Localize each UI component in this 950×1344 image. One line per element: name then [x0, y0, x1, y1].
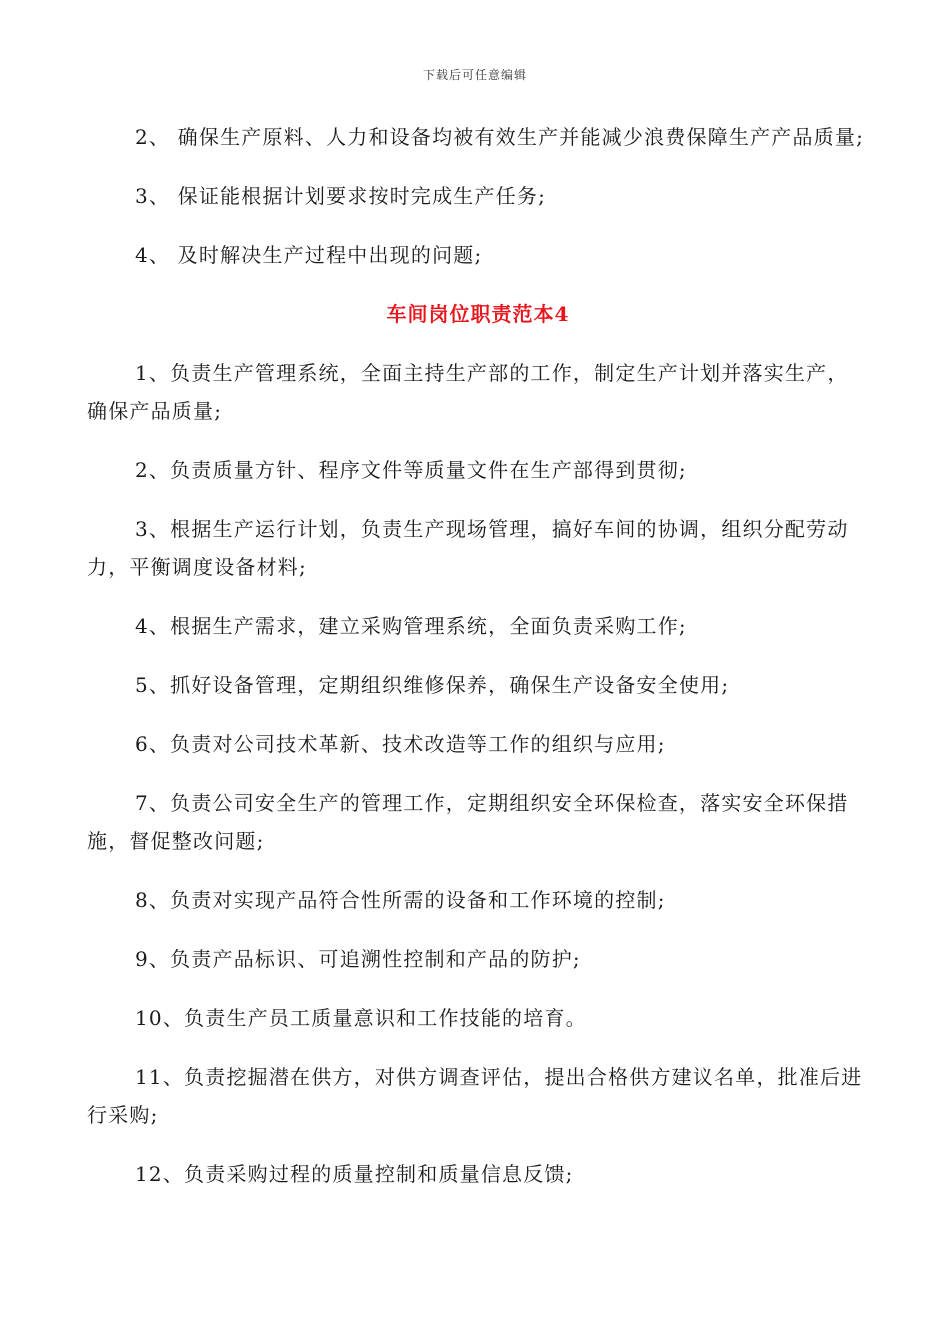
list-item: 4、根据生产需求，建立采购管理系统，全面负责采购工作;: [135, 614, 687, 638]
list-item: 7、负责公司安全生产的管理工作，定期组织安全环保检查，落实安全环保措施，督促整改问题;: [87, 791, 849, 853]
list-item: 3、 保证能根据计划要求按时完成生产任务;: [135, 184, 547, 208]
list-item: 3、根据生产运行计划，负责生产现场管理，搞好车间的协调，组织分配劳动力，平衡调度设备材料;: [87, 517, 849, 579]
list-item: 1、负责生产管理系统，全面主持生产部的工作，制定生产计划并落实生产，确保产品质量;: [87, 361, 849, 423]
list-item: 5、抓好设备管理，定期组织维修保养，确保生产设备安全使用;: [135, 673, 730, 697]
list-item: 11、负责挖掘潜在供方，对供方调查评估，提出合格供方建议名单，批准后进行采购;: [87, 1065, 863, 1127]
list-item: 10、负责生产员工质量意识和工作技能的培育。: [135, 1006, 587, 1030]
list-item: 6、负责对公司技术革新、技术改造等工作的组织与应用;: [135, 732, 666, 756]
list-item: 12、负责采购过程的质量控制和质量信息反馈;: [135, 1162, 574, 1186]
list-item: 8、负责对实现产品符合性所需的设备和工作环境的控制;: [135, 888, 666, 912]
document-body: [87, 118, 869, 1214]
section-title: 车间岗位职责范本4: [386, 302, 570, 326]
list-item: 2、负责质量方针、程序文件等质量文件在生产部得到贯彻;: [135, 458, 687, 482]
list-item: 2、 确保生产原料、人力和设备均被有效生产并能减少浪费保障生产产品质量;: [135, 125, 865, 149]
list-item: 4、 及时解决生产过程中出现的问题;: [135, 243, 483, 267]
list-item: 9、负责产品标识、可追溯性控制和产品的防护;: [135, 947, 581, 971]
page-header: 下载后可任意编辑: [422, 68, 527, 82]
